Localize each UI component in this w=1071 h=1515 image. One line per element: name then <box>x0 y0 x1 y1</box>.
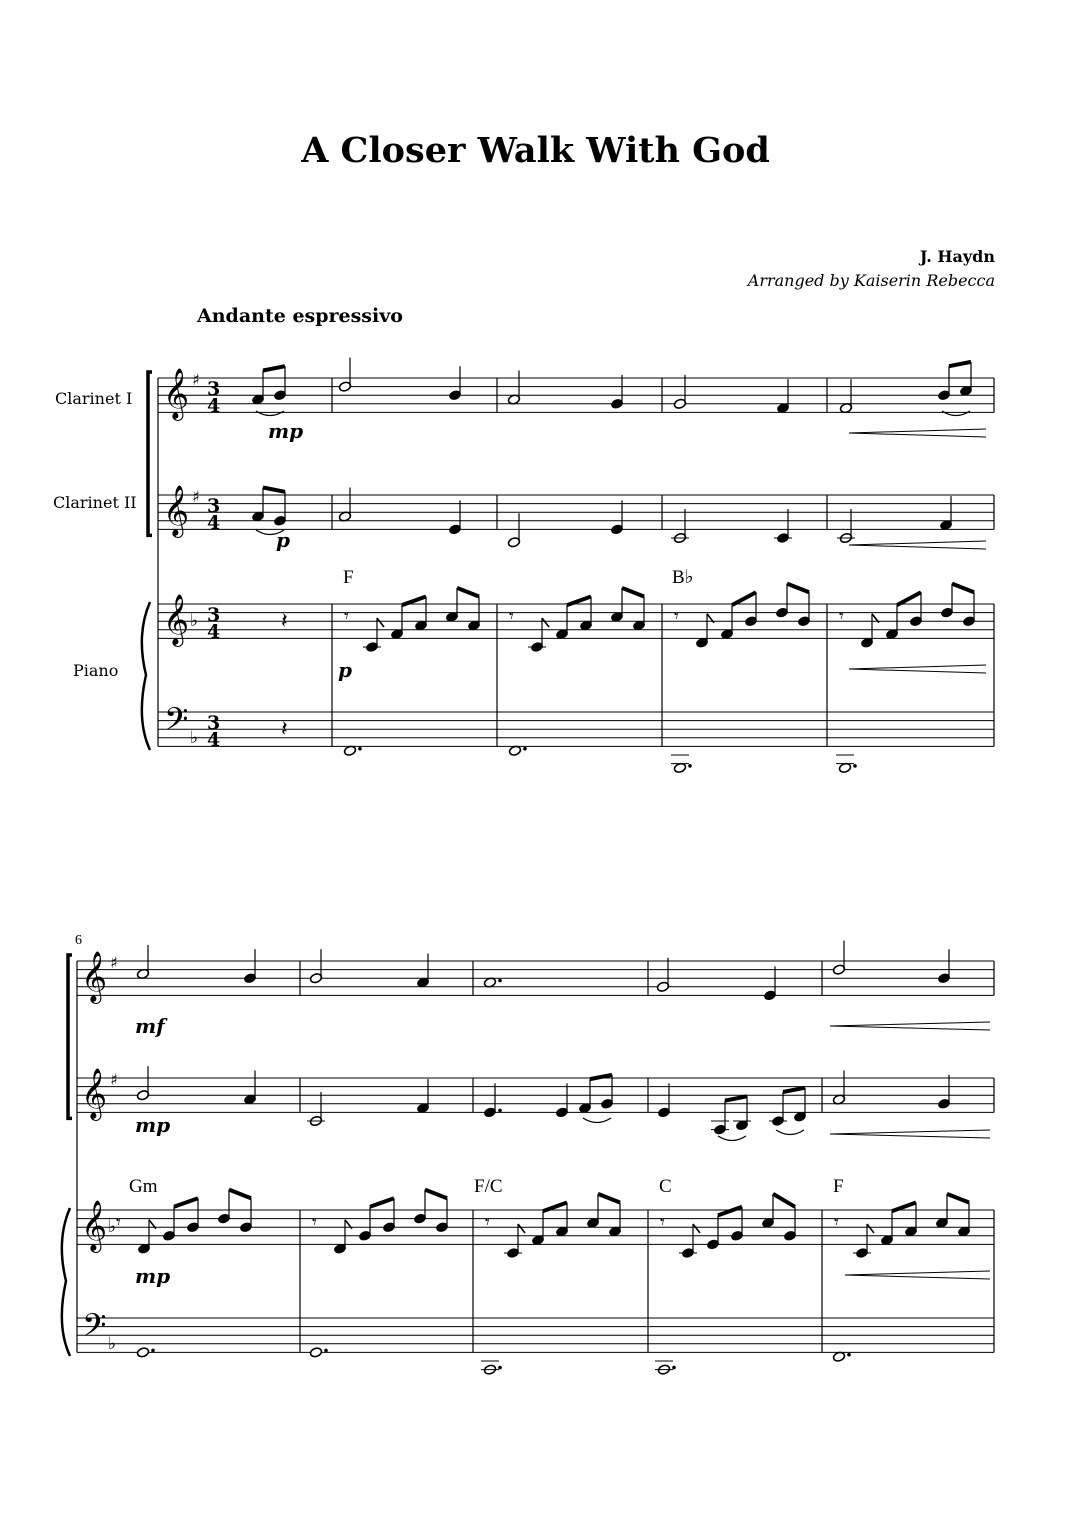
sharp-key-signature-icon: ♯ <box>110 953 118 972</box>
note <box>632 597 645 632</box>
note <box>217 1190 230 1225</box>
beam <box>773 1194 795 1207</box>
eighth-rest-icon: 𝄾 <box>312 1212 317 1233</box>
time-signature-bottom: 4 <box>207 512 221 534</box>
time-signature-top: 3 <box>207 604 221 626</box>
crescendo-hairpin <box>849 541 986 549</box>
chord-symbol: F/C <box>474 1176 503 1197</box>
note <box>610 588 623 623</box>
note <box>733 1096 751 1131</box>
treble-clef-icon: 𝄞 <box>81 1200 108 1251</box>
bass-clef-icon: 𝄢 <box>164 701 189 745</box>
flat-key-signature-icon: ♭ <box>108 1333 117 1354</box>
staff-piano-bass <box>77 1318 994 1352</box>
quarter-rest-icon: 𝄽 <box>281 609 288 634</box>
page-title: A Closer Walk With God <box>301 130 770 171</box>
composer-credit: J. Haydn <box>919 247 995 266</box>
note <box>783 1207 796 1242</box>
dot <box>847 1353 851 1357</box>
note <box>885 605 898 640</box>
note <box>507 513 520 548</box>
notehead <box>309 1347 322 1358</box>
note <box>504 1224 522 1259</box>
time-signature-bottom: 4 <box>207 729 221 751</box>
beam <box>783 1088 805 1092</box>
dot <box>672 1366 676 1370</box>
note <box>775 584 788 619</box>
note <box>136 1066 149 1101</box>
note <box>390 605 403 640</box>
staff-clarinet-2 <box>77 1078 994 1112</box>
beam <box>718 1207 742 1216</box>
note <box>832 1071 845 1106</box>
beam <box>947 1194 969 1203</box>
sharp-key-signature-icon: ♯ <box>110 1070 118 1089</box>
note <box>937 366 950 401</box>
beam <box>732 592 756 605</box>
note <box>657 1083 670 1118</box>
note <box>307 1092 325 1127</box>
note <box>880 1211 893 1246</box>
treble-clef-icon: 𝄞 <box>81 951 108 1002</box>
note <box>610 500 623 535</box>
note <box>531 1211 544 1246</box>
dynamic-clarinet-1: mp <box>268 419 304 443</box>
note <box>448 500 461 535</box>
ensemble-bracket <box>68 955 72 1118</box>
notehead <box>136 1347 149 1358</box>
note <box>586 1194 599 1229</box>
note <box>671 509 689 544</box>
note <box>273 492 286 527</box>
crescendo-hairpin <box>849 429 986 437</box>
note <box>860 614 873 649</box>
note <box>962 592 975 627</box>
ensemble-bracket <box>148 372 152 535</box>
note <box>776 379 789 414</box>
slur <box>718 1136 746 1141</box>
eighth-rest-icon: 𝄾 <box>660 1212 665 1233</box>
instrument-label-clarinet-2: Clarinet II <box>53 493 137 512</box>
note <box>251 371 264 406</box>
arranger-credit: Arranged by Kaiserin Rebecca <box>747 271 995 290</box>
treble-clef-icon: 𝄞 <box>163 485 190 536</box>
flag <box>542 618 549 627</box>
note <box>706 1215 719 1250</box>
note <box>610 375 623 410</box>
instrument-label-clarinet-1: Clarinet I <box>55 389 133 408</box>
flat-key-signature-icon: ♭ <box>190 727 199 748</box>
slur <box>583 1118 611 1123</box>
sharp-key-signature-icon: ♯ <box>192 487 200 506</box>
note <box>483 1083 496 1118</box>
slur <box>776 1130 804 1135</box>
note <box>251 488 264 523</box>
note <box>937 949 950 984</box>
note <box>608 1203 621 1238</box>
beam <box>787 584 809 593</box>
note <box>600 1075 613 1110</box>
note <box>839 379 852 414</box>
dot <box>688 764 692 768</box>
beam <box>174 1198 198 1207</box>
note <box>797 592 810 627</box>
note <box>837 509 855 544</box>
note <box>136 945 149 980</box>
chord-symbol: Gm <box>129 1176 158 1197</box>
sharp-key-signature-icon: ♯ <box>192 370 200 389</box>
beam <box>725 1096 747 1100</box>
note <box>507 371 520 406</box>
note <box>309 949 322 984</box>
note <box>333 1220 346 1255</box>
flag <box>693 1224 700 1233</box>
note <box>162 1207 175 1242</box>
note <box>769 1092 787 1127</box>
flat-key-signature-icon: ♭ <box>190 611 199 632</box>
chord-symbol: F <box>833 1176 844 1197</box>
beam <box>598 1194 620 1203</box>
note <box>853 1224 871 1259</box>
flag <box>518 1224 525 1233</box>
note <box>720 605 733 640</box>
slur <box>256 411 284 416</box>
eighth-rest-icon: 𝄾 <box>509 606 514 627</box>
beam <box>457 588 479 597</box>
note <box>671 755 692 774</box>
eighth-rest-icon: 𝄾 <box>485 1212 490 1233</box>
note <box>711 1101 729 1136</box>
chord-symbol: F <box>343 567 354 588</box>
crescendo-hairpin <box>830 1022 990 1030</box>
eighth-rest-icon: 𝄾 <box>344 606 349 627</box>
note <box>959 362 972 397</box>
note <box>239 1198 252 1233</box>
note <box>832 941 845 976</box>
dot <box>498 1109 502 1113</box>
time-signature-bottom: 4 <box>207 395 221 417</box>
note <box>481 1361 502 1375</box>
eighth-rest-icon: 𝄾 <box>834 1212 839 1233</box>
eighth-rest-icon: 𝄾 <box>116 1212 121 1233</box>
instrument-label-piano: Piano <box>73 661 119 680</box>
note <box>673 375 686 410</box>
note <box>935 1194 948 1229</box>
note <box>763 966 776 1001</box>
piano-brace <box>62 1208 70 1356</box>
crescendo-hairpin <box>849 665 986 673</box>
dynamic-piano: mp <box>135 1264 171 1288</box>
flag <box>867 1224 874 1233</box>
beam <box>425 1190 447 1199</box>
piano-brace <box>142 602 150 750</box>
note <box>793 1088 806 1123</box>
note <box>940 584 953 619</box>
note <box>761 1194 774 1229</box>
note <box>528 618 546 653</box>
tempo-marking: Andante espressivo <box>197 305 403 327</box>
time-signature-top: 3 <box>207 495 221 517</box>
beam <box>622 588 644 597</box>
note <box>679 1224 697 1259</box>
time-signature-bottom: 4 <box>207 621 221 643</box>
note <box>243 1071 256 1106</box>
beam <box>952 584 974 593</box>
note <box>656 958 669 993</box>
beam <box>263 366 285 370</box>
crescendo-hairpin <box>845 1271 990 1279</box>
beam <box>370 1198 394 1207</box>
beam <box>263 488 285 492</box>
dynamic-clarinet-1: mf <box>135 1014 165 1038</box>
dot <box>324 1349 328 1353</box>
note <box>555 605 568 640</box>
note <box>416 1079 429 1114</box>
bass-clef-icon: 𝄢 <box>82 1307 107 1351</box>
note <box>243 949 256 984</box>
note <box>137 1220 150 1255</box>
slur <box>942 411 970 416</box>
eighth-rest-icon: 𝄾 <box>839 606 844 627</box>
note <box>836 755 857 774</box>
beam <box>949 362 971 366</box>
note <box>338 488 351 523</box>
eighth-rest-icon: 𝄾 <box>674 606 679 627</box>
note <box>578 1079 591 1114</box>
note <box>555 1083 568 1118</box>
dot <box>523 747 527 751</box>
time-signature-top: 3 <box>207 378 221 400</box>
dot <box>853 764 857 768</box>
note <box>413 1190 426 1225</box>
note <box>937 1075 950 1110</box>
note <box>467 597 480 632</box>
dot <box>498 1366 502 1370</box>
beam <box>229 1190 251 1199</box>
note <box>774 509 792 544</box>
flat-key-signature-icon: ♭ <box>108 1217 117 1238</box>
staff-clarinet-1 <box>77 961 994 995</box>
treble-clef-icon: 𝄞 <box>163 594 190 645</box>
note <box>445 588 458 623</box>
note <box>338 358 351 393</box>
note <box>363 618 381 653</box>
treble-clef-icon: 𝄞 <box>163 368 190 419</box>
note <box>416 954 429 989</box>
dynamic-piano: p <box>338 658 352 682</box>
note <box>448 366 461 401</box>
crescendo-hairpin <box>830 1130 990 1138</box>
measure-number: 6 <box>75 933 82 948</box>
note <box>358 1207 371 1242</box>
note <box>695 614 708 649</box>
staff-clarinet-2 <box>158 495 994 529</box>
dot <box>151 1349 155 1353</box>
note <box>939 496 952 531</box>
note <box>957 1203 970 1238</box>
beam <box>897 592 921 605</box>
chord-symbol: B♭ <box>672 567 694 588</box>
dynamic-clarinet-2: p <box>276 528 290 552</box>
dot <box>498 979 502 983</box>
note <box>273 366 286 401</box>
flag <box>377 618 384 627</box>
quarter-rest-icon: 𝄽 <box>281 717 288 742</box>
dot <box>358 747 362 751</box>
dynamic-clarinet-2: mp <box>135 1113 171 1137</box>
chord-symbol: C <box>659 1176 672 1197</box>
note <box>655 1361 676 1375</box>
time-signature-top: 3 <box>207 712 221 734</box>
note <box>435 1198 448 1233</box>
treble-clef-icon: 𝄞 <box>81 1068 108 1119</box>
